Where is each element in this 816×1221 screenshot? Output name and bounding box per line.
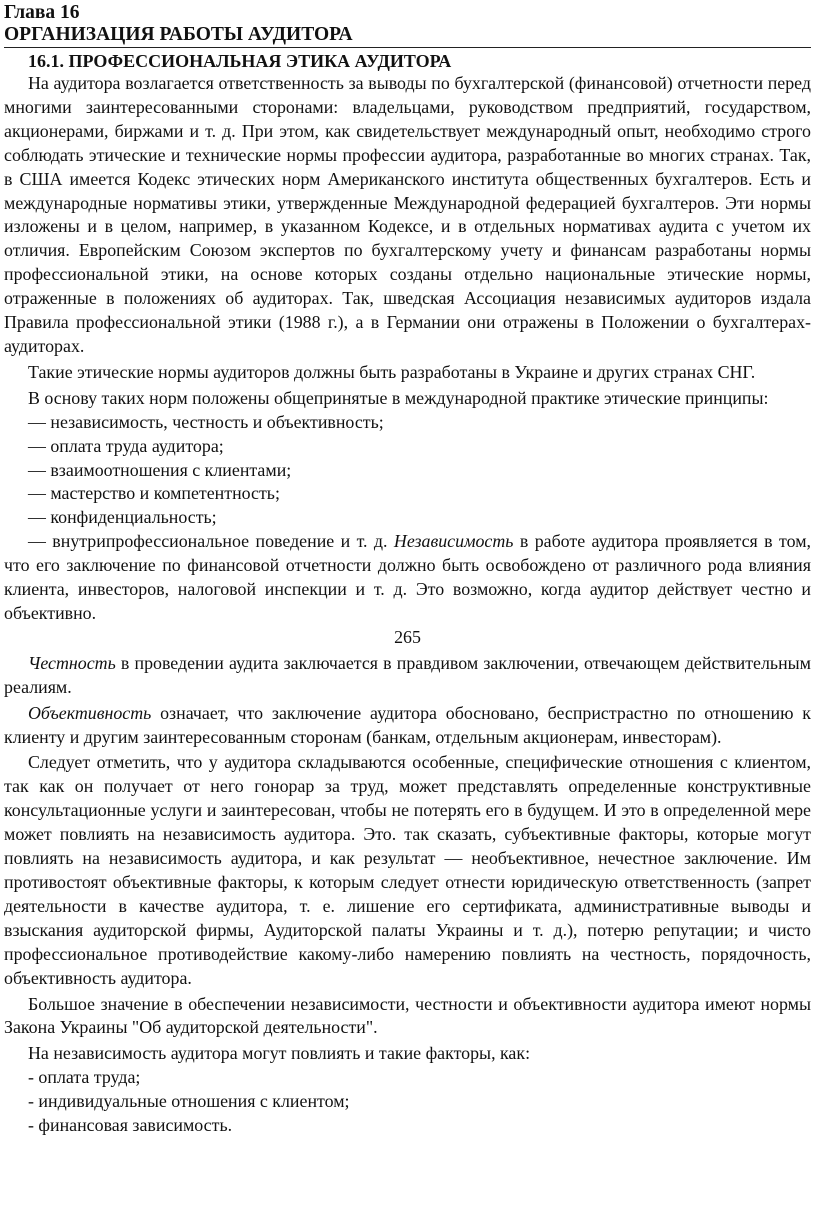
paragraph-text: в работе аудитора проявляется в том, что его заключение по финансовой отчетности должно быть освобождено от различного рода влияния клиента, инвесторов, налоговой инспекции и т. д. Это возможно, когда аудитор действует честно и объективно.	[4, 531, 812, 623]
list-item: — оплата труда аудитора;	[28, 435, 224, 456]
paragraph-text: означает, что заключение аудитора обосновано, беспристрастно по отношению к клиенту и другим заинтересованным сторонам (банкам, отдельным акционерам, инвесторам).	[4, 702, 811, 747]
list-item: — взаимоотношения с клиентами;	[28, 459, 292, 480]
list-item: - оплата труда;	[28, 1067, 141, 1088]
list-item: — независимость, честность и объективность;	[28, 411, 384, 432]
term-independence: Независимость	[393, 531, 514, 552]
paragraph-principles-intro: В основу таких норм положены общепринятые в международной практике этические принципы:	[28, 387, 769, 408]
paragraph-intro: На аудитора возлагается ответственность за выводы по бухгалтерской (финансовой) отчетности перед многими заинтересованными сторонами: владельцами, руководством предприятий, государством, акционерами, биржами и т. д. При этом, как свидетельствует международный опыт, необходимо строго соблюдать этические и технические нормы профессии аудитора, разработанные во многих странах. Так, в США имеется Кодекс этических норм Американского института общественных бухгалтеров. Есть и международные нормативы этики, утвержденные Международной федерацией бухгалтеров. Эти нормы изложены и в целом, например, в указанном Кодексе, и в отдельных нормативах аудита с учетом их отличия. Европейским Союзом экспертов по бухгалтерскому учету и финансам разработаны нормы профессиональной этики, на основе которых созданы отдельно национальные этические нормы, отраженные в положениях об аудиторах. Так, шведская Ассоциация независимых аудиторов издала Правила профессиональной этики (1988 г.), а в Германии они отражены в Положении о бухгалтерах-аудиторах.	[4, 73, 811, 356]
paragraph-client-relations: Следует отметить, что у аудитора складываются особенные, специфические отношения с клиентом, так как он получает от него гонорар за труд, может представлять определенные конструктивные консультационные услуги и заинтересован, чтобы не потерять его в будущем. И это в определенной мере может повлиять на независимость аудитора. Это. так сказать, субъективные факторы, которые могут повлиять на независимость аудитора, и как результат — необъективное, нечестное заключение. Им противостоят объективные факторы, к которым следует отнести юридическую ответственность (запрет деятельности в качестве аудитора, т. е. лишение его сертификата, административные выводы и взыскания аудиторской фирмы, Аудиторской палаты Украины и т. д.), потерю репутации; и чисто профессиональное противодействие какому-либо намерению повлиять на честность, порядочность, объективность аудитора.	[4, 752, 811, 988]
list-item-text: — внутрипрофессиональное поведение и т. д.	[28, 531, 394, 552]
list-item: - индивидуальные отношения с клиентом;	[28, 1091, 350, 1112]
page-number: 265	[394, 626, 421, 647]
paragraph-cis: Такие этические нормы аудиторов должны быть разработаны в Украине и других странах СНГ.	[28, 361, 756, 382]
chapter-title: ОРГАНИЗАЦИЯ РАБОТЫ АУДИТОРА	[4, 24, 811, 48]
section-title: 16.1. ПРОФЕССИОНАЛЬНАЯ ЭТИКА АУДИТОРА	[28, 51, 452, 71]
chapter-heading: Глава 16	[4, 2, 80, 23]
paragraph-independence	[4, 530, 811, 626]
list-item: - финансовая зависимость.	[28, 1115, 233, 1136]
term-objectivity: Объективность	[28, 702, 152, 723]
list-item: — мастерство и компетентность;	[28, 483, 280, 504]
paragraph-honesty	[4, 652, 811, 700]
term-honesty: Честность	[28, 652, 116, 673]
paragraph-text: в проведении аудита заключается в правдивом заключении, отвечающем действительным реалиям.	[4, 652, 811, 697]
factors-list	[4, 1066, 811, 1138]
paragraph-factors-intro: На независимость аудитора могут повлиять и такие факторы, как:	[28, 1043, 531, 1064]
principles-list	[4, 411, 811, 531]
paragraph-law: Большое значение в обеспечении независимости, честности и объективности аудитора имеют нормы Закона Украины "Об аудиторской деятельности".	[4, 993, 811, 1038]
list-item: — конфиденциальность;	[28, 507, 217, 528]
paragraph-objectivity	[4, 702, 811, 750]
